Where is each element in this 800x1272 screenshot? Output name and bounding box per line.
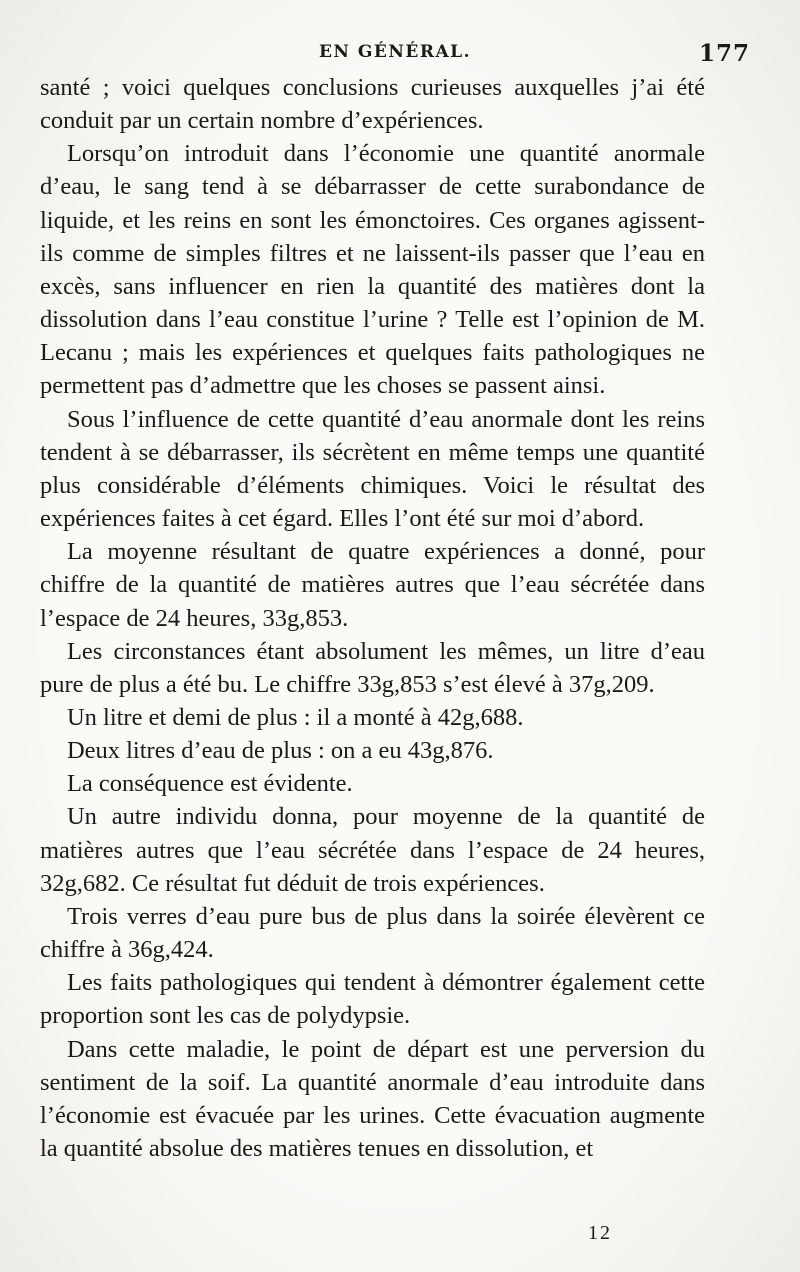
page-header <box>40 36 750 76</box>
page-number: 177 <box>698 40 750 67</box>
paragraph: Les faits pathologiques qui tendent à démontrer également cette proportion sont les cas de polydypsie. <box>40 969 705 1030</box>
paragraph: Les circonstances étant absolument les mêmes, un litre d’eau pure de plus a été bu. Le chiffre 33g,853 s’est élevé à 37g,209. <box>40 637 705 698</box>
paragraph: Un autre individu donna, pour moyenne de la quantité de matières autres que l’eau sécrétée dans l’espace de 24 heures, 32g,682. Ce résultat fut déduit de trois expériences. <box>40 803 705 897</box>
paragraph: Trois verres d’eau pure bus de plus dans la soirée élevèrent ce chiffre à 36g,424. <box>40 902 705 964</box>
paragraph: Sous l’influence de cette quantité d’eau anormale dont les reins tendent à se débarrasser, ils sécrètent en même temps une quantité plus considérable d’éléments chimiques. Voici le résultat des expériences faites à cet égard. Elles l’ont été sur moi d’abord. <box>40 405 705 533</box>
paragraph: Dans cette maladie, le point de départ est une perversion du sentiment de la soif. La quantité anormale d’eau introduite dans l’économie est évacuée par les urines. Cette évacuation augmente la quantité absolue des matières tenues en dissolution, et <box>40 1035 705 1162</box>
running-title: EN GÉNÉRAL. <box>318 42 472 62</box>
signature-mark: 12 <box>588 1222 612 1244</box>
paragraph: Lorsqu’on introduit dans l’économie une quantité anormale d’eau, le sang tend à se débarrasser de cette surabondance de liquide, et les reins en sont les émonctoires. Ces organes agissent-ils comme de simples filtres et ne laissent-ils passer que l’eau en excès, sans influencer en rien la quantité des matières dont la dissolution dans l’eau constitue l’urine ? Telle est l’opinion de M. Lecanu ; mais les expériences et quelques faits pathologiques ne permettent pas d’admettre que les choses se passent ainsi. <box>40 140 705 400</box>
paragraph: Un litre et demi de plus : il a monté à 42g,688. <box>66 703 524 731</box>
paragraph: Deux litres d’eau de plus : on a eu 43g,876. <box>66 737 494 765</box>
page-body <box>40 71 705 1165</box>
paragraph: La conséquence est évidente. <box>66 770 353 798</box>
paragraph: La moyenne résultant de quatre expériences a donné, pour chiffre de la quantité de matières autres que l’eau sécrétée dans l’espace de 24 heures, 33g,853. <box>40 538 705 632</box>
paragraph-continuation: santé ; voici quelques conclusions curieuses auxquelles j’ai été conduit par un certain nombre d’expériences. <box>40 74 705 135</box>
